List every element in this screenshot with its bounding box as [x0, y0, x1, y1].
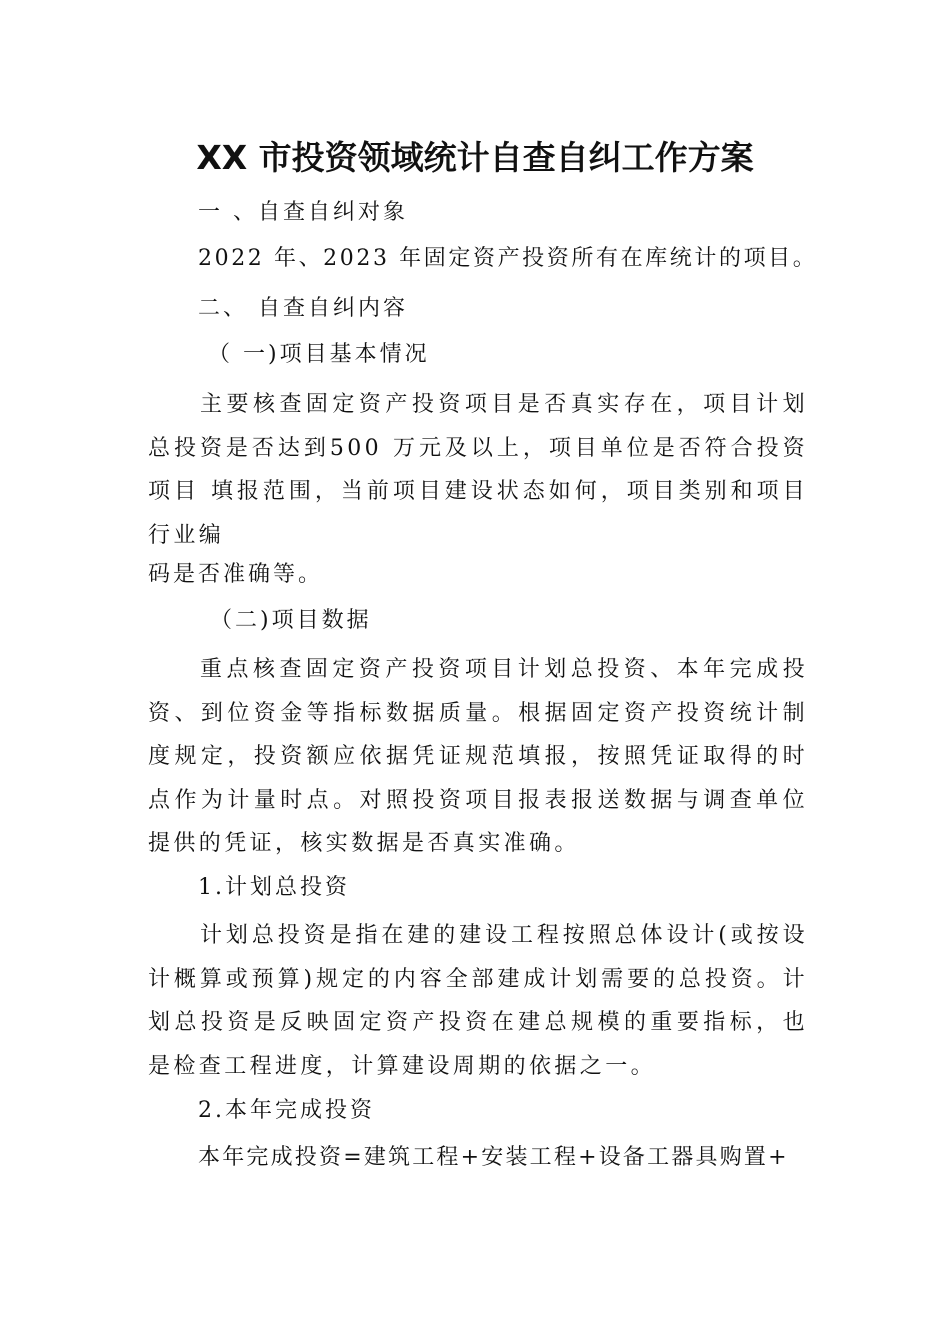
item-1-heading: 1.计划总投资: [198, 875, 350, 900]
item-1-paragraph: 计划总投资是指在建的建设工程按照总体设计(或按设计概算或预算)规定的内容全部建成计划需要的总投资。计划总投资是反映固定资产投资在建总规模的重要指标，也是检查工程进度，计算建设周期的依据之一。: [148, 923, 808, 1079]
subsection-2-heading: （二)项目数据: [210, 608, 372, 633]
subsection-1-heading: （ 一)项目基本情况: [208, 342, 430, 367]
item-2-paragraph: 本年完成投资=建筑工程+安装工程+设备工器具购置+: [198, 1145, 789, 1170]
document-title: XX 市投资领域统计自查自纠工作方案: [196, 138, 754, 177]
subsection-1-paragraph-tail: 码是否准确等。: [148, 562, 324, 587]
section-1-body: 2022 年、2023 年固定资产投资所有在库统计的项目。: [198, 246, 818, 271]
subsection-1-paragraph: 主要核查固定资产投资项目是否真实存在，项目计划总投资是否达到500 万元及以上，项目单位是否符合投资项目 填报范围，当前项目建设状态如何，项目类别和项目行业编: [148, 392, 808, 548]
subsection-2-paragraph: 重点核查固定资产投资项目计划总投资、本年完成投资、到位资金等指标数据质量。根据固定资产投资统计制度规定，投资额应依据凭证规范填报，按照凭证取得的时点作为计量时点。对照投资项目报表报送数据与调查单位提供的凭证，核实数据是否真实准确。: [148, 657, 808, 856]
section-2-heading: 二、 自查自纠内容: [198, 296, 408, 321]
section-1-heading: 一 、自查自纠对象: [198, 200, 408, 225]
item-2-heading: 2.本年完成投资: [198, 1098, 375, 1123]
